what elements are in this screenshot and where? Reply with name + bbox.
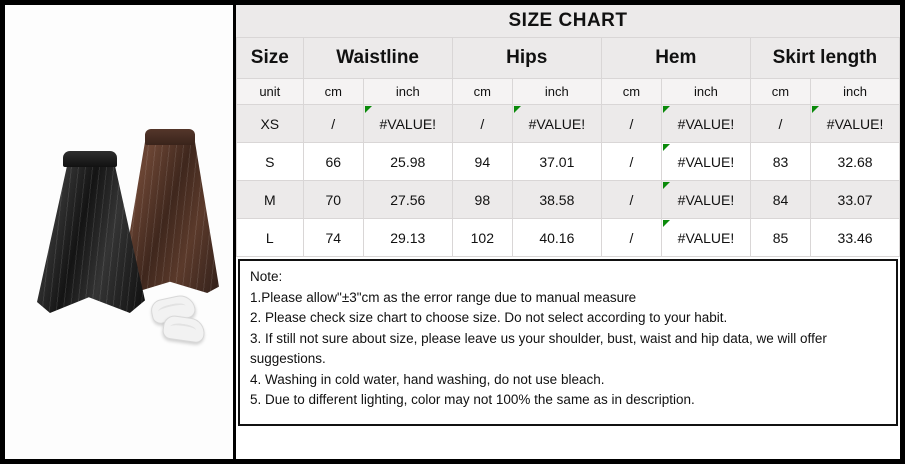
row-waist-cm: /: [303, 105, 363, 143]
black-skirt-image: [37, 155, 145, 313]
row-length-inch: #VALUE!: [811, 105, 900, 143]
row-size: L: [237, 219, 304, 257]
header-size: Size: [237, 38, 304, 79]
note-line-3: 3. If still not sure about size, please leave us your shoulder, bust, waist and hip data, we will offer suggestions.: [250, 330, 827, 367]
unit-waist-inch: inch: [363, 79, 452, 105]
size-chart-table: [236, 37, 900, 257]
error-marker-icon: [812, 106, 819, 113]
note-line-2: 2. Please check size chart to choose size. Do not select according to your habit.: [250, 310, 728, 326]
table-unit-row: [237, 79, 900, 105]
row-hem-cm: /: [601, 143, 661, 181]
header-waistline: Waistline: [303, 38, 452, 79]
unit-hips-inch: inch: [512, 79, 601, 105]
sneaker-right-image: [162, 314, 207, 344]
row-hips-inch: 38.58: [512, 181, 601, 219]
row-length-cm: 83: [750, 143, 810, 181]
note-line-1: 1.Please allow"±3"cm as the error range due to manual measure: [250, 289, 637, 305]
row-hips-cm: 94: [452, 143, 512, 181]
error-marker-icon: [663, 106, 670, 113]
brown-skirt-waistband: [145, 129, 195, 145]
row-length-inch: 32.68: [811, 143, 900, 181]
unit-hips-cm: cm: [452, 79, 512, 105]
note-line-5: 5. Due to different lighting, color may not 100% the same as in description.: [250, 392, 695, 408]
chart-title: SIZE CHART: [236, 5, 900, 37]
table-row: [237, 105, 900, 143]
header-skirt-length: Skirt length: [750, 38, 899, 79]
black-skirt-waistband: [63, 151, 117, 167]
error-marker-icon: [663, 182, 670, 189]
table-row: [237, 181, 900, 219]
row-hem-inch: #VALUE!: [662, 143, 751, 181]
row-waist-cm: 66: [303, 143, 363, 181]
row-hips-cm: 102: [452, 219, 512, 257]
note-line-4: 4. Washing in cold water, hand washing, do not use bleach.: [250, 371, 605, 387]
unit-length-cm: cm: [750, 79, 810, 105]
note-heading: Note:: [250, 269, 283, 284]
row-hem-inch: #VALUE!: [662, 219, 751, 257]
row-waist-inch: 27.56: [363, 181, 452, 219]
row-hips-inch: #VALUE!: [512, 105, 601, 143]
row-hips-cm: /: [452, 105, 512, 143]
table-row: [237, 219, 900, 257]
row-hips-inch: 37.01: [512, 143, 601, 181]
row-hem-inch: #VALUE!: [662, 105, 751, 143]
unit-label: unit: [237, 79, 304, 105]
row-hem-cm: /: [601, 181, 661, 219]
row-length-inch: 33.07: [811, 181, 900, 219]
row-size: XS: [237, 105, 304, 143]
row-waist-cm: 70: [303, 181, 363, 219]
row-hips-cm: 98: [452, 181, 512, 219]
row-size: S: [237, 143, 304, 181]
table-row: [237, 143, 900, 181]
header-hem: Hem: [601, 38, 750, 79]
row-hem-cm: /: [601, 219, 661, 257]
product-photo-panel: [5, 5, 233, 459]
row-length-cm: 85: [750, 219, 810, 257]
pleat-texture: [37, 155, 145, 313]
row-length-inch: 33.46: [811, 219, 900, 257]
error-marker-icon: [663, 220, 670, 227]
error-marker-icon: [365, 106, 372, 113]
row-length-cm: 84: [750, 181, 810, 219]
header-hips: Hips: [452, 38, 601, 79]
product-photo: [5, 5, 233, 459]
note-box: [238, 259, 898, 426]
row-length-cm: /: [750, 105, 810, 143]
size-chart-panel: [236, 5, 900, 459]
table-header-row: [237, 38, 900, 79]
row-hem-cm: /: [601, 105, 661, 143]
row-hem-inch: #VALUE!: [662, 181, 751, 219]
error-marker-icon: [514, 106, 521, 113]
row-size: M: [237, 181, 304, 219]
row-waist-inch: #VALUE!: [363, 105, 452, 143]
error-marker-icon: [663, 144, 670, 151]
row-waist-cm: 74: [303, 219, 363, 257]
unit-hem-inch: inch: [662, 79, 751, 105]
unit-length-inch: inch: [811, 79, 900, 105]
unit-waist-cm: cm: [303, 79, 363, 105]
unit-hem-cm: cm: [601, 79, 661, 105]
row-waist-inch: 25.98: [363, 143, 452, 181]
row-waist-inch: 29.13: [363, 219, 452, 257]
row-hips-inch: 40.16: [512, 219, 601, 257]
